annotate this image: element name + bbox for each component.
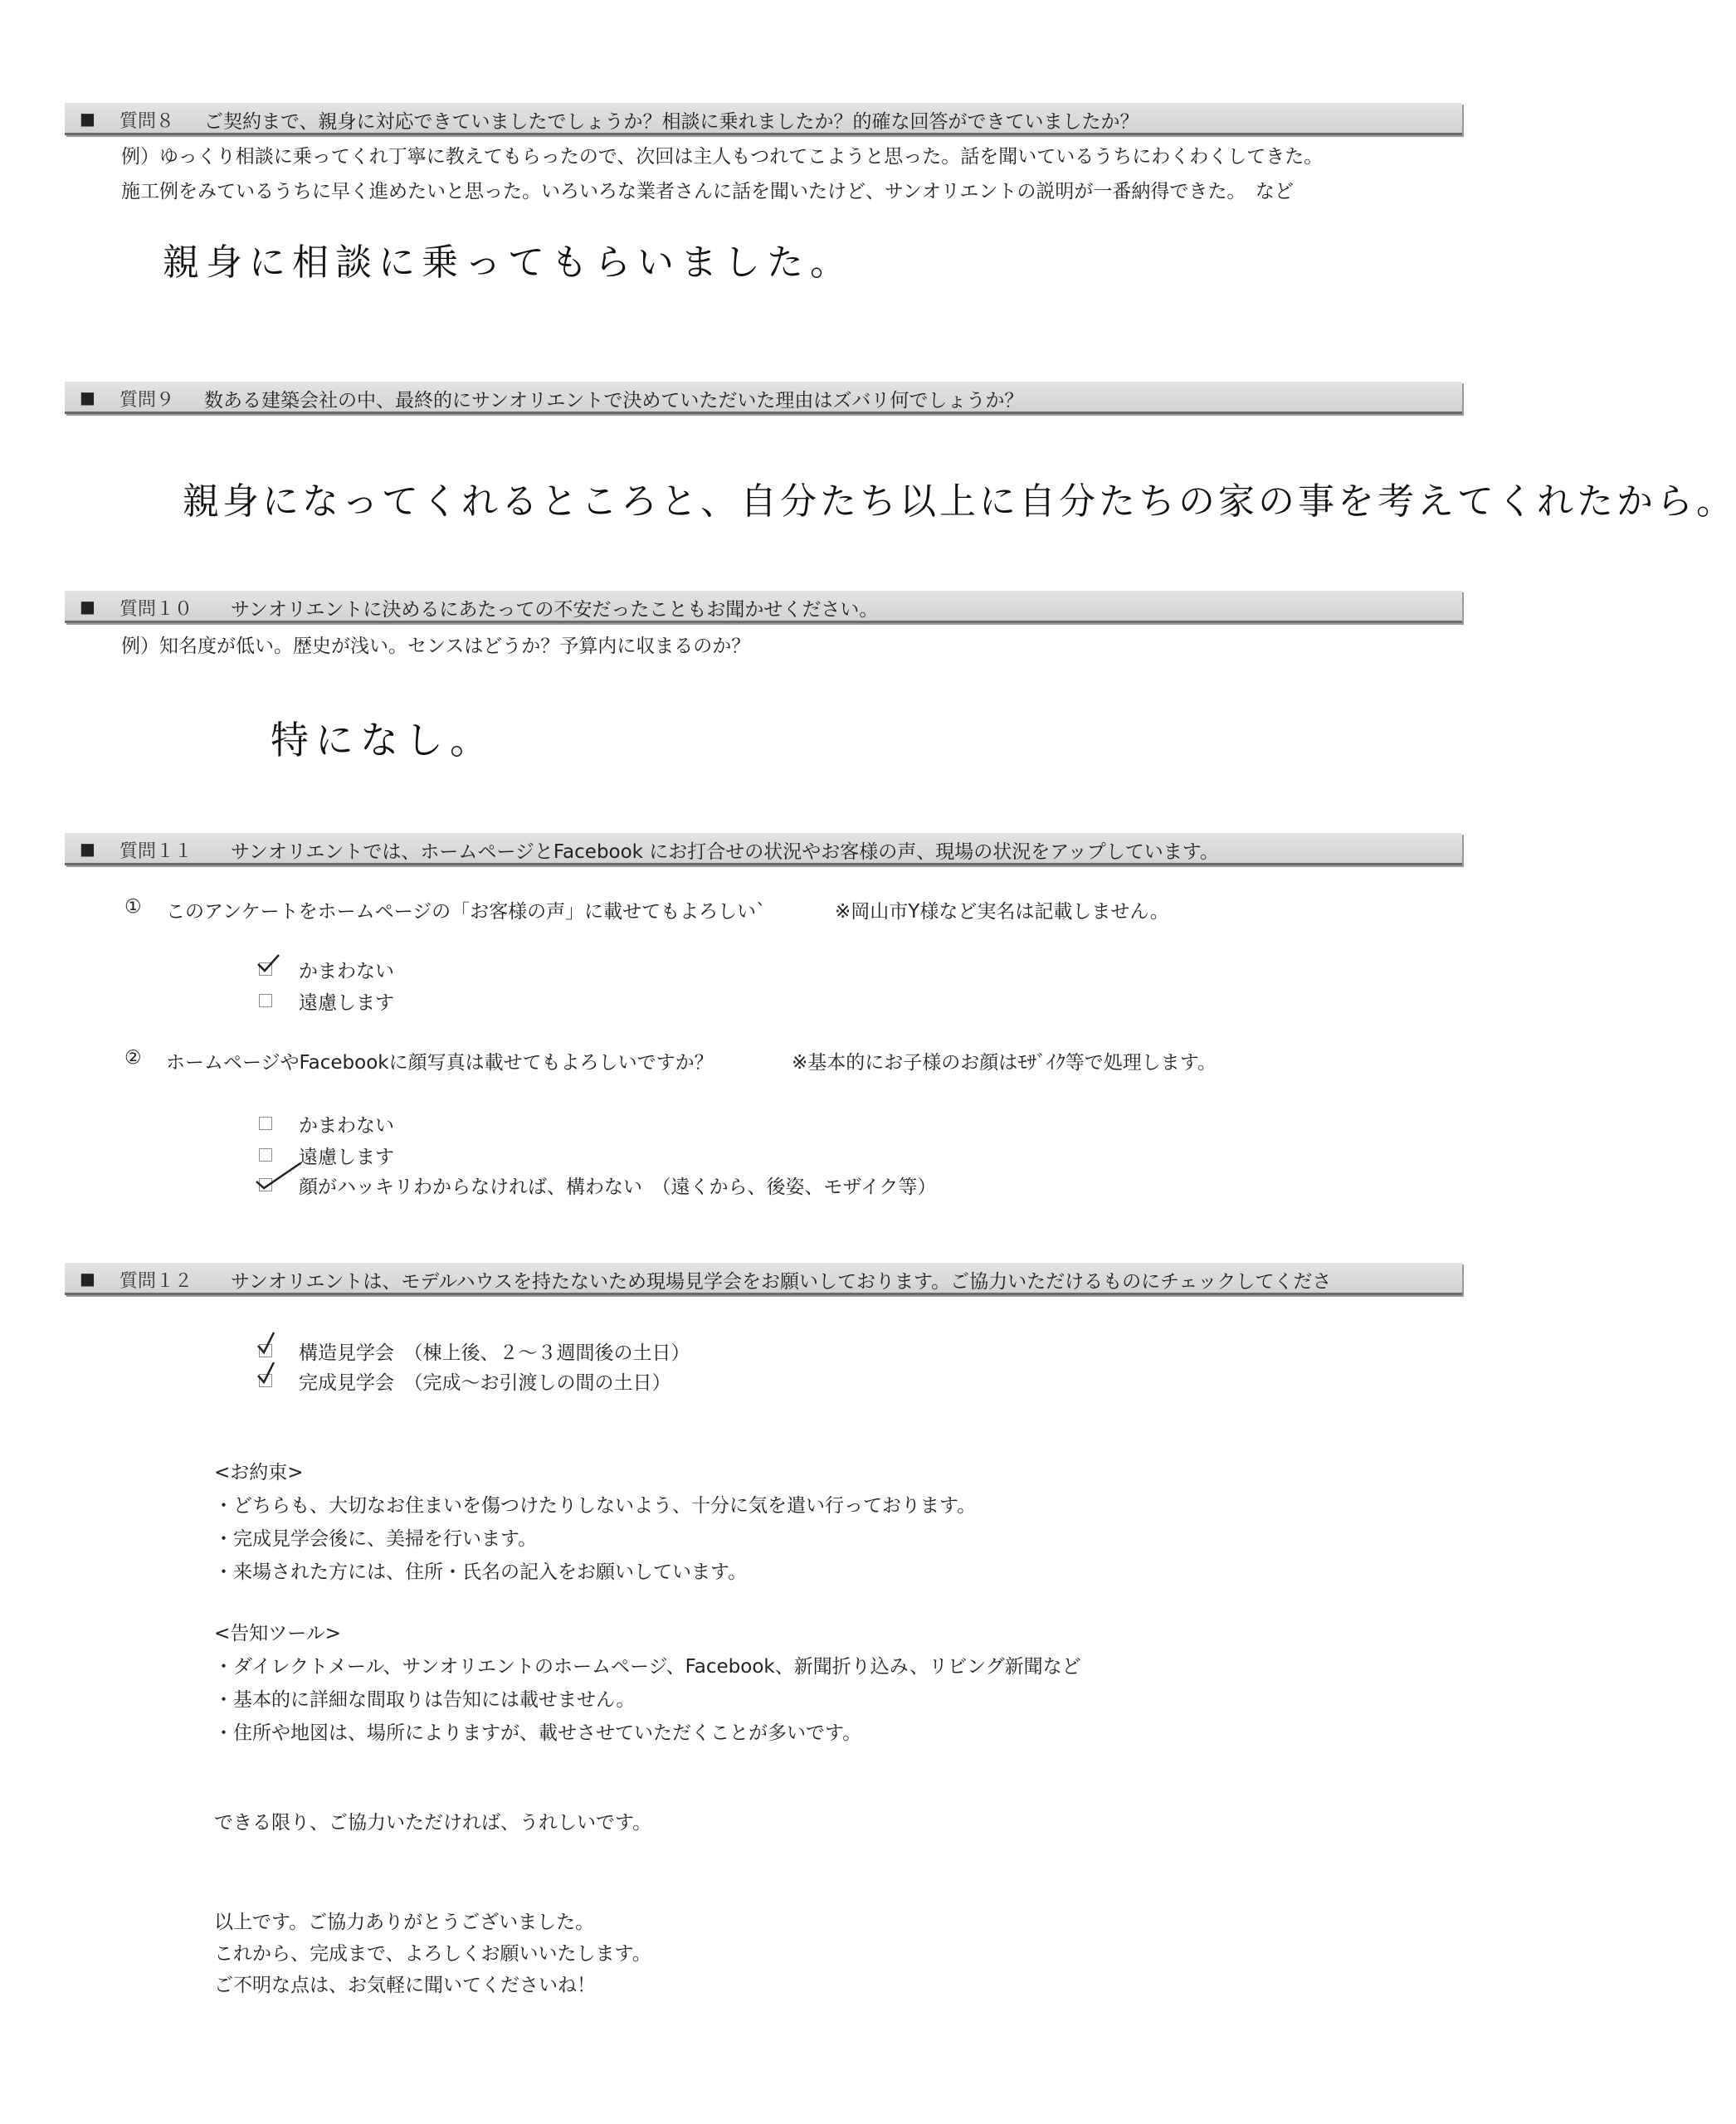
question-9-header	[65, 382, 1462, 414]
question-number: 質問９	[119, 390, 175, 411]
question-8-header	[65, 103, 1462, 135]
question-text: サンオリエントに決めるにあたっての不安だったこともお聞かせください。	[231, 599, 879, 621]
checkmark-icon	[254, 1160, 304, 1193]
q11-sub2-option-3[interactable]: 顔がハッキリわからなければ、構わない （遠くから、後姿、モザイク等）	[299, 1176, 937, 1198]
question-12-header	[65, 1263, 1462, 1295]
checkbox-icon[interactable]	[259, 1117, 272, 1130]
checkmark-icon	[256, 1361, 277, 1386]
question-number: 質問１０	[119, 599, 193, 620]
question-number: 質問１２	[119, 1271, 193, 1292]
q11-sub1-question: このアンケートをホームページの「お客様の声」に載せてもよろしい`	[166, 901, 766, 923]
question-text: 数ある建築会社の中、最終的にサンオリエントで決めていただいた理由はズバリ何でしょうか？	[204, 390, 1024, 412]
q12-option-2[interactable]: 完成見学会 （完成～お引渡しの間の土日）	[299, 1372, 671, 1394]
question-number: 質問１１	[119, 841, 193, 862]
closing-line: これから、完成まで、よろしくお願いいたします。	[214, 1943, 651, 1965]
question-10-header	[65, 591, 1462, 623]
q11-sub1-option-1[interactable]: かまわない	[299, 961, 394, 982]
question-text: サンオリエントは、モデルハウスを持たないため現場見学会をお願いしております。ご協力いただけるものにチェックしてくださ	[231, 1271, 1332, 1293]
checkmark-icon	[256, 952, 280, 974]
q11-sub1-marker: ①	[124, 896, 142, 918]
q9-handwritten-answer: 親身になってくれるところと、自分たち以上に自分たちの家の事を考えてくれたから。	[183, 480, 1736, 523]
square-bullet-icon: ■	[80, 839, 95, 859]
promise-item: ・完成見学会後に、美掃を行います。	[214, 1528, 538, 1550]
tools-item: ・ダイレクトメール、サンオリエントのホームページ、Facebook、新聞折り込み、リビング新聞など	[214, 1656, 1081, 1678]
square-bullet-icon: ■	[80, 387, 95, 407]
checkmark-icon	[256, 1331, 277, 1356]
square-bullet-icon: ■	[80, 1269, 95, 1289]
q11-sub1-option-2[interactable]: 遠慮します	[299, 992, 394, 1014]
q11-sub1-note: ※岡山市Y様など実名は記載しません。	[835, 901, 1169, 923]
promise-item: ・来場された方には、住所・氏名の記入をお願いしています。	[214, 1561, 748, 1583]
question-11-header	[65, 833, 1462, 865]
square-bullet-icon: ■	[80, 597, 95, 616]
q11-sub2-question: ホームページやFacebookに顔写真は載せてもよろしいですか？	[166, 1052, 714, 1074]
promise-heading: <お約束>	[214, 1462, 304, 1483]
q11-sub2-note: ※基本的にお子様のお顔はﾓｻﾞｲｸ等で処理します。	[792, 1052, 1217, 1074]
square-bullet-icon: ■	[80, 109, 95, 129]
q10-handwritten-answer: 特になし。	[271, 718, 495, 762]
promise-item: ・どちらも、大切なお住まいを傷つけたりしないよう、十分に気を遣い行っております。	[214, 1495, 977, 1517]
tools-item: ・基本的に詳細な間取りは告知には載せません。	[214, 1689, 636, 1711]
q11-sub2-marker: ②	[124, 1047, 142, 1069]
question-text: ご契約まで、親身に対応できていましたでしょうか？相談に乗れましたか？的確な回答ができていましたか？	[204, 111, 1139, 133]
closing-line: ご不明な点は、お気軽に聞いてくださいね！	[214, 1975, 596, 1996]
q11-sub2-option-1[interactable]: かまわない	[299, 1115, 394, 1137]
closing-line: 以上です。ご協力ありがとうございました。	[214, 1912, 595, 1933]
tools-item: ・住所や地図は、場所によりますが、載せさせていただくことが多いです。	[214, 1722, 862, 1744]
q8-example-line1: 例）ゆっくり相談に乗ってくれ丁寧に教えてもらったので、次回は主人もつれてこようと思った。話を聞いているうちにわくわくしてきた。	[121, 146, 1324, 168]
question-number: 質問８	[119, 111, 175, 132]
q12-option-1[interactable]: 構造見学会 （棟上後、２～３週間後の土日）	[299, 1342, 690, 1364]
checkbox-icon[interactable]	[259, 994, 272, 1007]
question-text: サンオリエントでは、ホームページとFacebook にお打合せの状況やお客様の声、現場の状況をアップしています。	[231, 841, 1219, 863]
q8-example-line2: 施工例をみているうちに早く進めたいと思った。いろいろな業者さんに話を聞いたけど、サンオリエントの説明が一番納得できた。 など	[121, 181, 1294, 202]
q8-handwritten-answer: 親身に相談に乗ってもらいました。	[163, 241, 853, 284]
tools-heading: <告知ツール>	[214, 1623, 342, 1644]
request-text: できる限り、ご協力いただければ、うれしいです。	[214, 1812, 652, 1834]
q11-sub2-option-2[interactable]: 遠慮します	[299, 1147, 394, 1168]
q10-example: 例）知名度が低い。歴史が浅い。センスはどうか？予算内に収まるのか？	[121, 636, 751, 657]
